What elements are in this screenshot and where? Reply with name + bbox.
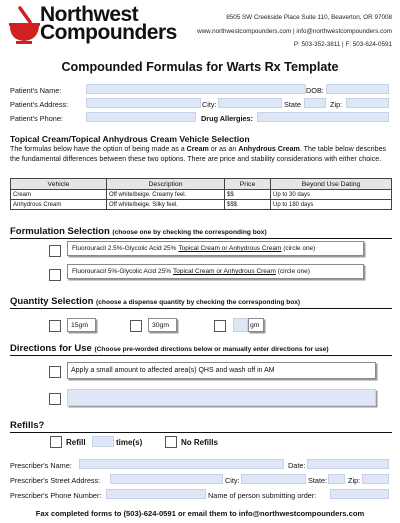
vehicle-heading: Topical Cream/Topical Anhydrous Cream Vehicle Selection [10,134,250,144]
qty-15gm-checkbox[interactable] [49,320,61,332]
directions-heading-text: Directions for Use [10,343,92,354]
option-text: Fluorouracil 2.5%-Glycolic Acid 25% [72,245,177,252]
submitter-field[interactable] [330,489,389,499]
state-label: State [284,100,302,109]
col-vehicle: Vehicle [11,179,107,190]
fax-instructions: Fax completed forms to (503)-624-0591 or email them to info@northwestcompounders.com [35,509,365,518]
para-cream: Cream [186,145,209,153]
cell-vehicle: Anhydrous Cream [11,200,107,210]
qty-custom-amount-field[interactable] [233,318,248,332]
company-logo-text [40,3,177,44]
quantity-heading [10,296,300,307]
para-anhydrous: Anhydrous Cream [238,145,300,153]
refills-heading: Refills? [10,420,45,431]
quantity-heading-text: Quantity Selection [10,296,94,307]
city-label: City: [202,100,217,109]
company-web-email: www.northwestcompounders.com | info@northwestcompounders.com [197,27,392,35]
patient-address-label: Patient's Address: [10,100,69,109]
logo-line-2: Compounders [40,21,177,44]
prescriber-name-field[interactable] [79,459,284,469]
table-row [11,190,392,200]
vehicle-table [10,178,392,210]
formulation-2-checkbox[interactable] [49,269,61,281]
qty-custom-checkbox[interactable] [214,320,226,332]
para-text-2: or as an [208,145,239,153]
formulation-heading [10,226,267,237]
directions-custom-checkbox[interactable] [49,393,61,405]
directions-preset-text: Apply a small amount to affected area(s) QHS and wash off in AM [67,362,376,379]
formulation-divider [10,238,392,239]
dob-label: DOB: [306,86,324,95]
drug-allergies-field[interactable] [257,112,389,122]
formulation-heading-text: Formulation Selection [10,226,110,237]
directions-heading [10,343,329,354]
option-tail: (circle one) [277,268,310,275]
cell-dating: Up to 30 days [271,190,392,200]
col-price: Price [225,179,271,190]
option-text: Fluorouracil 5%-Glycolic Acid 25% [72,268,171,275]
prescriber-phone-label: Prescriber's Phone Number: [10,491,102,500]
formulation-1-checkbox[interactable] [49,245,61,257]
prescriber-city-field[interactable] [241,474,306,484]
prescriber-state-field[interactable] [328,474,345,484]
cell-vehicle: Cream [11,190,107,200]
no-refills-label: No Refills [181,438,218,447]
date-field[interactable] [307,459,389,469]
refill-label: Refill [66,438,86,447]
directions-subheading: (Choose pre-worded directions below or manually enter directions for use) [94,346,329,353]
refill-checkbox[interactable] [50,436,62,448]
drug-allergies-label: Drug Allergies: [201,114,254,123]
para-text-1: The formulas below have the option of being made as a [10,145,187,153]
quantity-divider [10,308,392,309]
col-beyond-use-dating: Beyond Use Dating [271,179,392,190]
cell-dating: Up to 180 days [271,200,392,210]
submitter-label: Name of person submitting order: [208,491,317,500]
logo-line-1: Northwest [40,3,139,26]
dob-field[interactable] [326,84,389,94]
form-title: Compounded Formulas for Warts Rx Template [61,60,339,74]
vehicle-choice: Topical Cream or Anhydrous Cream [178,245,282,252]
prescriber-street-field[interactable] [110,474,223,484]
directions-preset-checkbox[interactable] [49,366,61,378]
prescriber-street-label: Prescriber's Street Address: [10,476,101,485]
times-label: time(s) [116,438,143,447]
directions-custom-field[interactable] [67,389,376,406]
vehicle-choice: Topical Cream or Anhydrous Cream [172,268,276,275]
city-field[interactable] [218,98,282,108]
patient-phone-field[interactable] [86,112,196,122]
directions-divider [10,355,392,356]
quantity-subheading: (choose a dispense quantity by checking the corresponding box) [96,299,301,306]
prescriber-phone-field[interactable] [106,489,206,499]
cell-description: Off white/beige. Silky feel. [107,200,225,210]
qty-30gm-checkbox[interactable] [130,320,142,332]
prescriber-city-label: City: [225,476,240,485]
formulation-option-1 [67,241,364,256]
patient-name-field[interactable] [86,84,306,94]
company-address: 8505 SW Creekside Place Suite 110, Beaverton, OR 97008 [226,14,392,21]
zip-field[interactable] [346,98,389,108]
cell-price: $$$ [225,200,271,210]
formulation-option-2 [67,264,364,279]
no-refills-checkbox[interactable] [165,436,177,448]
prescriber-name-label: Prescriber's Name: [10,461,72,470]
patient-name-label: Patient's Name: [10,86,62,95]
prescriber-state-label: State: [308,476,328,485]
vehicle-paragraph [10,145,392,164]
company-phone-fax: P: 503-352-3811 | F: 503-624-0591 [293,41,392,48]
table-row [11,200,392,210]
prescriber-zip-label: Zip: [348,476,361,485]
patient-phone-label: Patient's Phone: [10,114,63,123]
company-contact [197,11,392,52]
para-text-3: . The table below describes the fundamental differences between these two options. There are price and stability considerations with either choice. [10,145,387,163]
state-field[interactable] [304,98,326,108]
zip-label: Zip: [330,100,343,109]
cell-price: $$ [225,190,271,200]
date-label: Date: [288,461,306,470]
option-tail: (circle one) [283,245,316,252]
refills-divider [10,432,392,433]
refill-count-field[interactable] [92,436,114,447]
patient-address-field[interactable] [86,98,201,108]
formulation-subheading: (choose one by checking the corresponding box) [112,229,267,236]
qty-15gm-box: 15gm [67,318,96,332]
prescriber-zip-field[interactable] [362,474,389,484]
qty-unit-label: gm [248,318,264,332]
cell-description: Off white/beige. Creamy feel. [107,190,225,200]
col-description: Description [107,179,225,190]
qty-30gm-box: 30gm [148,318,177,332]
vehicle-table-header [11,179,392,190]
